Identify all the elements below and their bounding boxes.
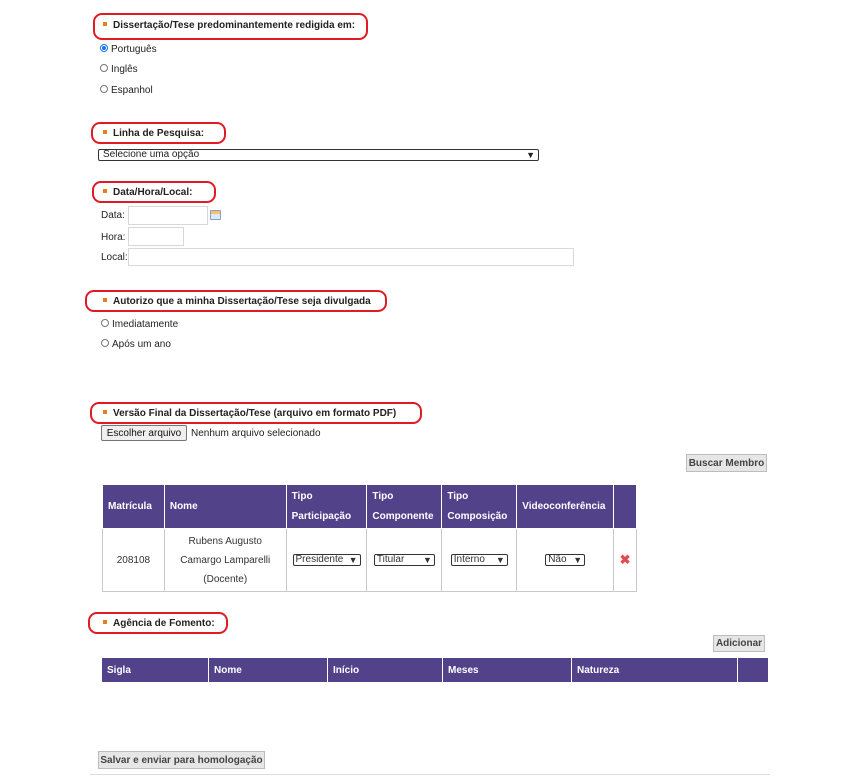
- header-matricula: Matrícula: [103, 485, 165, 529]
- radio-portugues[interactable]: Português: [100, 44, 157, 55]
- header-inicio: Início: [328, 658, 443, 683]
- header-nome: Nome: [164, 485, 286, 529]
- header-actions: [614, 485, 637, 529]
- local-label: Local:: [101, 252, 128, 263]
- file-status: Nenhum arquivo selecionado: [191, 428, 321, 439]
- section-title-fomento: Agência de Fomento:: [103, 618, 215, 629]
- bullet-icon: [103, 22, 107, 26]
- radio-icon[interactable]: [100, 85, 108, 93]
- linha-pesquisa-select[interactable]: Selecione uma opção ▼: [98, 149, 539, 161]
- radio-espanhol[interactable]: Espanhol: [100, 85, 153, 96]
- chevron-down-icon: ▼: [422, 555, 432, 565]
- header-tipo-participacao: Tipo Participação: [286, 485, 367, 529]
- participacao-select[interactable]: Presidente ▼: [293, 554, 361, 566]
- chevron-down-icon: ▼: [573, 555, 583, 565]
- cell-componente: [367, 529, 442, 592]
- radio-ingles[interactable]: Inglês: [100, 64, 138, 75]
- section-title-autorizo: Autorizo que a minha Dissertação/Tese seja divulgada: [103, 296, 371, 307]
- videoconferencia-select[interactable]: Não ▼: [545, 554, 585, 566]
- chevron-down-icon: ▼: [526, 150, 535, 160]
- radio-icon[interactable]: [100, 64, 108, 72]
- table-row: [103, 529, 637, 592]
- chevron-down-icon: ▼: [348, 555, 358, 565]
- section-title-linha: Linha de Pesquisa:: [103, 128, 204, 139]
- cell-composicao: [442, 529, 517, 592]
- chevron-down-icon: ▼: [495, 555, 505, 565]
- choose-file-button[interactable]: Escolher arquivo: [101, 425, 187, 441]
- bullet-icon: [103, 130, 107, 134]
- cell-videoconferencia: [517, 529, 614, 592]
- bullet-icon: [103, 620, 107, 624]
- salvar-enviar-button[interactable]: Salvar e enviar para homologação: [98, 751, 265, 769]
- footer-divider: [90, 774, 770, 775]
- cell-nome: Rubens Augusto Camargo Lamparelli (Docente): [164, 529, 286, 592]
- section-title-versao: Versão Final da Dissertação/Tese (arquivo em formato PDF): [103, 408, 396, 419]
- header-nome: Nome: [209, 658, 328, 683]
- header-tipo-componente: Tipo Componente: [367, 485, 442, 529]
- bullet-icon: [103, 410, 107, 414]
- header-sigla: Sigla: [102, 658, 209, 683]
- header-actions: [738, 658, 769, 683]
- radio-imediatamente[interactable]: Imediatamente: [101, 319, 178, 330]
- data-input[interactable]: [128, 206, 208, 225]
- buscar-membro-button[interactable]: Buscar Membro: [686, 454, 767, 472]
- fomento-table: [101, 657, 769, 683]
- hora-label: Hora:: [101, 232, 126, 243]
- bullet-icon: [103, 189, 107, 193]
- adicionar-button[interactable]: Adicionar: [713, 635, 765, 652]
- composicao-select[interactable]: Interno ▼: [451, 554, 508, 566]
- delete-icon[interactable]: ✖: [619, 552, 631, 567]
- cell-delete: [614, 529, 637, 592]
- cell-matricula: 208108: [103, 529, 165, 592]
- section-title-idioma: Dissertação/Tese predominantemente redigida em:: [103, 20, 355, 31]
- radio-icon[interactable]: [101, 339, 109, 347]
- componente-select[interactable]: Titular ▼: [374, 554, 435, 566]
- header-tipo-composicao: Tipo Composição: [442, 485, 517, 529]
- data-label: Data:: [101, 210, 125, 221]
- hora-input[interactable]: [128, 227, 184, 246]
- cell-participacao: [286, 529, 367, 592]
- header-meses: Meses: [443, 658, 572, 683]
- section-title-data: Data/Hora/Local:: [103, 187, 192, 198]
- calendar-icon[interactable]: [210, 210, 221, 220]
- banca-table: [102, 484, 637, 592]
- radio-checked-icon[interactable]: [100, 44, 108, 52]
- bullet-icon: [103, 298, 107, 302]
- header-videoconferencia: Videoconferência: [517, 485, 614, 529]
- radio-apos-um-ano[interactable]: Após um ano: [101, 339, 171, 350]
- local-input[interactable]: [128, 248, 574, 266]
- header-natureza: Natureza: [572, 658, 738, 683]
- radio-icon[interactable]: [101, 319, 109, 327]
